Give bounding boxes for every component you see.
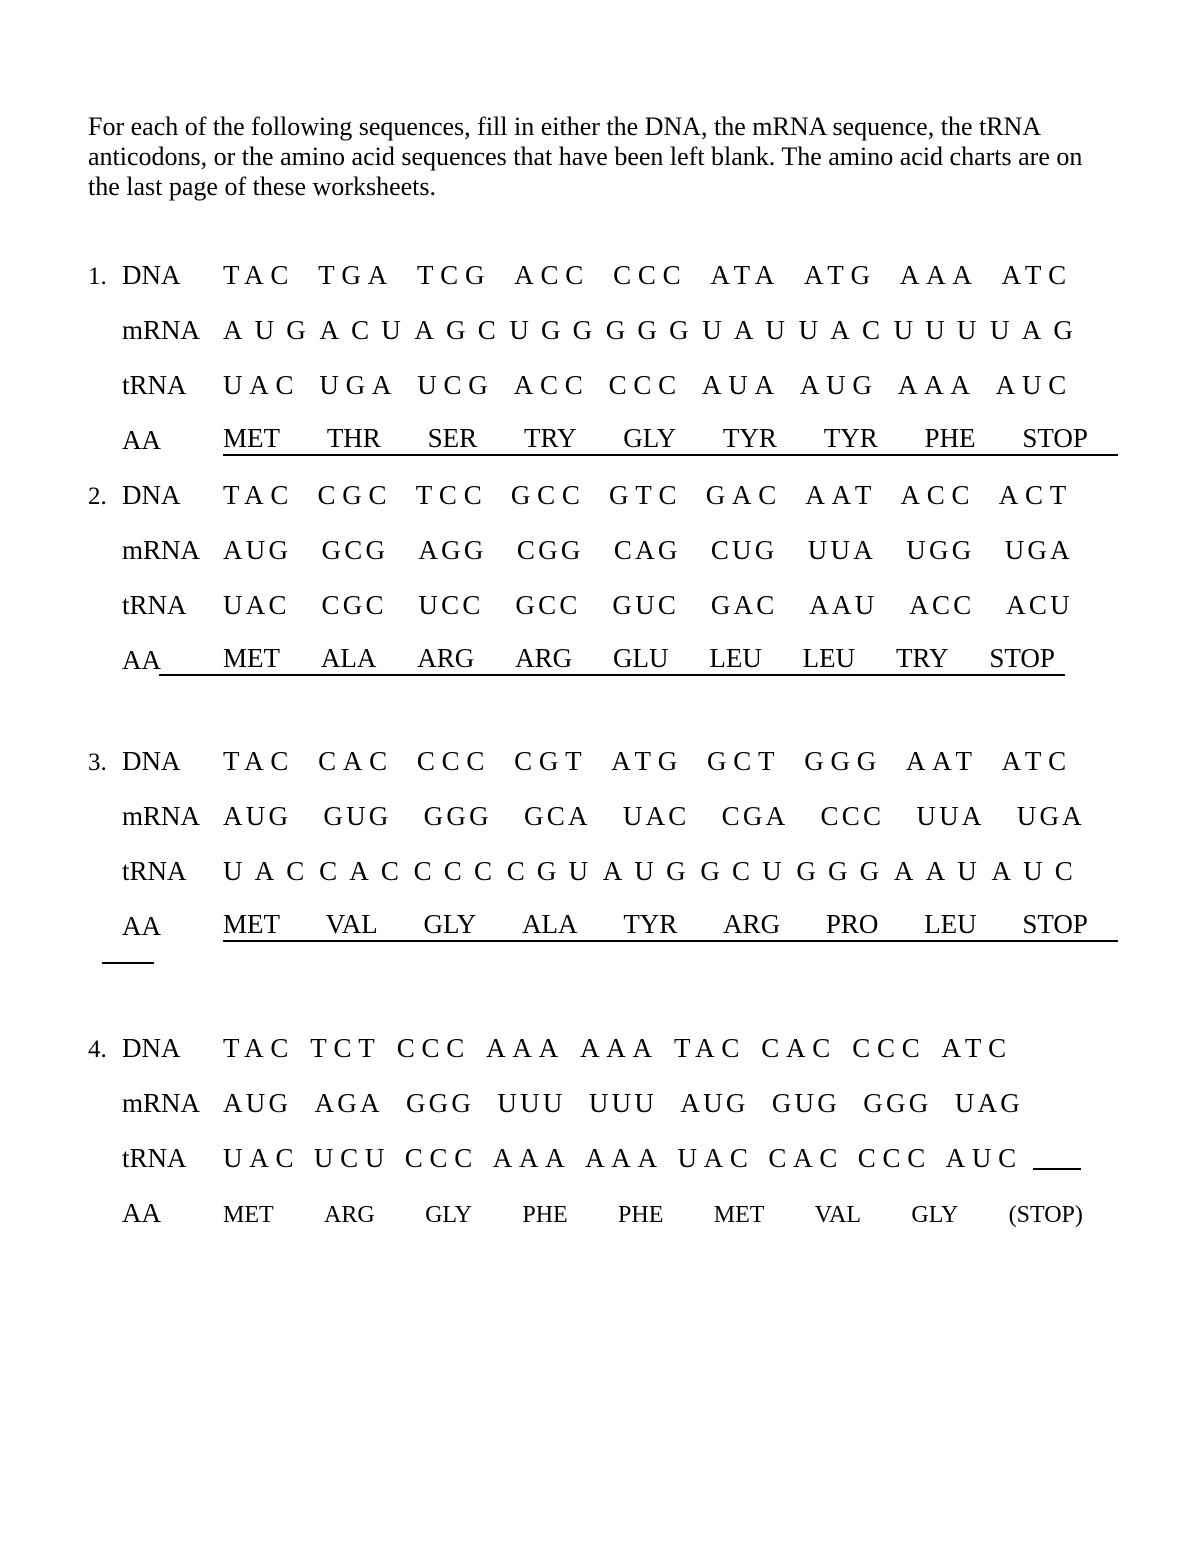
codon: GCG <box>321 535 389 565</box>
codon: GCT <box>707 746 782 776</box>
q2-aa-row <box>88 621 1120 676</box>
codon: UAC <box>677 1143 755 1173</box>
amino-acid: TRY <box>896 643 949 673</box>
amino-acid: GLY <box>623 423 677 453</box>
row-label-mrna: mRNA <box>122 535 201 565</box>
amino-acid: THR <box>326 423 381 453</box>
codon: AUG <box>223 315 318 345</box>
codon: GGG <box>423 801 492 831</box>
codon: AAA <box>899 260 979 290</box>
q2-trna-row <box>88 566 1120 621</box>
codon: CAC <box>318 746 394 776</box>
intro-text: For each of the following sequences, fill in either the DNA, the mRNA sequence, the tRNA anticodons, or the amino acid sequences that have been left blank. The amino acid charts are on the last page of these worksheets. <box>88 112 1083 201</box>
codon: GGG <box>605 315 701 345</box>
codon: TAC <box>223 746 296 776</box>
codon: AUG <box>799 370 879 400</box>
amino-acid: ARG <box>515 643 573 673</box>
codon: UCU <box>313 1143 392 1173</box>
amino-acid: PHE <box>924 423 976 453</box>
question-number: 2. <box>88 483 107 510</box>
codon: ATG <box>611 746 685 776</box>
codon: UGA <box>1016 801 1085 831</box>
amino-acid: VAL <box>325 909 378 939</box>
question-2 <box>88 456 1120 676</box>
amino-acid: LEU <box>924 909 977 939</box>
codon: GGG <box>863 1088 932 1118</box>
codon: ATC <box>1001 746 1073 776</box>
codon: CGT <box>514 746 589 776</box>
codon: UUU <box>497 1088 566 1118</box>
row-label-dna: DNA <box>122 1033 181 1063</box>
question-3 <box>88 722 1120 964</box>
q3-aa-sequence <box>223 909 1118 942</box>
codon: AUG <box>223 1088 292 1118</box>
codon: ACU <box>319 315 413 345</box>
codon: CGG <box>516 535 584 565</box>
codon: CCC <box>396 1033 471 1063</box>
codon: UCC <box>418 590 484 620</box>
codon: AGG <box>418 535 487 565</box>
codon: ATA <box>710 260 781 290</box>
amino-acid: ALA <box>522 909 578 939</box>
codon: GTC <box>609 480 684 510</box>
codon: GCC <box>510 480 587 510</box>
amino-acid: SER <box>427 423 478 453</box>
q1-aa-row <box>88 401 1120 456</box>
codon: CCC <box>413 856 505 886</box>
amino-acid: ARG <box>324 1202 375 1228</box>
codon: UGG <box>906 535 975 565</box>
row-label-trna: tRNA <box>122 370 187 400</box>
codon: CAG <box>613 535 681 565</box>
row-label-dna: DNA <box>122 260 181 290</box>
row-label-mrna: mRNA <box>122 801 201 831</box>
row-label-aa: AA <box>122 911 161 941</box>
codon: AAT <box>905 746 979 776</box>
row-label-aa: AA <box>122 645 161 675</box>
amino-acid: GLY <box>425 1202 472 1228</box>
amino-acid: (STOP) <box>1008 1202 1083 1228</box>
codon: ACT <box>998 480 1073 510</box>
codon: AAT <box>805 480 879 510</box>
amino-acid: STOP <box>1022 909 1088 939</box>
q4-trna-row <box>88 1119 1120 1174</box>
amino-acid: MET <box>223 423 280 453</box>
amino-acid: STOP <box>989 643 1055 673</box>
row-label-trna: tRNA <box>122 856 187 886</box>
codon: AAU <box>809 590 878 620</box>
q1-mrna-sequence <box>223 315 1085 346</box>
q4-mrna-sequence <box>223 1088 1023 1119</box>
codon: ATC <box>941 1033 1013 1063</box>
codon: UUA <box>916 801 985 831</box>
q1-aa-sequence <box>223 423 1118 456</box>
q4-aa-sequence <box>223 1202 1083 1229</box>
amino-acid: MET <box>223 1202 274 1228</box>
codon: UAC <box>223 856 317 886</box>
amino-acid: TYR <box>722 423 777 453</box>
q2-mrna-sequence <box>223 535 1073 566</box>
blank-line <box>1033 1167 1081 1170</box>
codon: UAC <box>223 590 290 620</box>
codon: ACU <box>1006 590 1073 620</box>
codon: AUC <box>991 856 1085 886</box>
codon: CCC <box>852 1033 927 1063</box>
question-number: 1. <box>88 263 107 290</box>
amino-acid: GLY <box>911 1202 959 1228</box>
q4-dna-sequence <box>223 1033 1013 1064</box>
codon: AAA <box>585 1143 664 1173</box>
codon: GAC <box>705 480 783 510</box>
codon: GCC <box>515 590 581 620</box>
codon: UAU <box>702 315 798 345</box>
codon: UAG <box>990 315 1085 345</box>
q3-trna-row <box>88 832 1120 887</box>
q4-dna-row <box>88 1009 1120 1064</box>
q2-mrna-row <box>88 511 1120 566</box>
row-label-dna: DNA <box>122 746 181 776</box>
amino-acid: ARG <box>723 909 781 939</box>
codon: AAA <box>580 1033 659 1063</box>
question-4 <box>88 1009 1120 1229</box>
q2-trna-sequence <box>223 590 1073 621</box>
codon: GCU <box>700 856 794 886</box>
codon: AUG <box>602 856 698 886</box>
q2-dna-sequence <box>223 480 1073 511</box>
codon: TCC <box>415 480 489 510</box>
codon: AGC <box>414 315 508 345</box>
question-number: 3. <box>88 749 107 776</box>
amino-acid: STOP <box>1022 423 1088 453</box>
codon: GUG <box>323 801 392 831</box>
codon: TCG <box>416 260 492 290</box>
codon: TGA <box>318 260 394 290</box>
codon: ACC <box>909 590 975 620</box>
blank-line <box>102 961 154 964</box>
row-label-aa: AA <box>122 1198 161 1228</box>
codon: CCC <box>857 1143 933 1173</box>
codon: CUG <box>710 535 778 565</box>
codon: UGA <box>319 370 399 400</box>
codon: CAC <box>768 1143 845 1173</box>
amino-acid: TYR <box>623 909 678 939</box>
codon: UAC <box>223 370 301 400</box>
q1-mrna-row <box>88 291 1120 346</box>
amino-acid: LEU <box>802 643 856 673</box>
codon: CCC <box>404 1143 480 1173</box>
codon: CGA <box>721 801 789 831</box>
codon: UUA <box>807 535 876 565</box>
q4-aa-row <box>88 1174 1120 1229</box>
q2-dna-row <box>88 456 1120 511</box>
q3-aa-continuation-row <box>88 942 1120 964</box>
codon: CCC <box>416 746 492 776</box>
amino-acid: LEU <box>709 643 762 673</box>
codon: UGG <box>509 315 605 345</box>
codon: AUC <box>995 370 1073 400</box>
codon: GCA <box>523 801 591 831</box>
amino-acid: GLY <box>423 909 477 939</box>
codon: GGG <box>804 746 883 776</box>
q3-trna-sequence <box>223 856 1085 887</box>
codon: UGA <box>1004 535 1073 565</box>
question-1 <box>88 236 1120 456</box>
codon: TAC <box>223 480 296 510</box>
amino-acid: ALA <box>320 643 377 673</box>
codon: UUU <box>588 1088 658 1118</box>
q4-trna-sequence <box>223 1143 1023 1174</box>
row-label-aa: AA <box>122 425 161 455</box>
codon: AUC <box>945 1143 1023 1173</box>
codon: UAG <box>954 1088 1023 1118</box>
codon: CAC <box>319 856 412 886</box>
codon: UCG <box>417 370 495 400</box>
codon: UUU <box>893 315 989 345</box>
codon: TCT <box>310 1033 382 1063</box>
codon: AAA <box>486 1033 565 1063</box>
amino-acid: PRO <box>825 909 879 939</box>
amino-acid: MET <box>713 1202 765 1228</box>
amino-acid: MET <box>223 643 280 673</box>
codon: AUA <box>702 370 781 400</box>
amino-acid: PHE <box>618 1202 664 1228</box>
codon: AUG <box>223 801 292 831</box>
codon: GGG <box>405 1088 475 1118</box>
codon: UAC <box>223 1143 301 1173</box>
amino-acid: TRY <box>523 423 577 453</box>
amino-acid: ARG <box>417 643 475 673</box>
codon: AAU <box>893 856 989 886</box>
q3-mrna-row <box>88 777 1120 832</box>
codon: UAC <box>622 801 690 831</box>
amino-acid: TYR <box>823 423 878 453</box>
q3-mrna-sequence <box>223 801 1085 832</box>
amino-acid: GLU <box>612 643 669 673</box>
codon: ATG <box>804 260 877 290</box>
codon: CGC <box>321 590 387 620</box>
q3-dna-sequence <box>223 746 1073 777</box>
codon: AUG <box>223 535 292 565</box>
amino-acid: MET <box>223 909 280 939</box>
q4-mrna-row <box>88 1064 1120 1119</box>
codon: GAC <box>710 590 778 620</box>
codon: GUG <box>771 1088 841 1118</box>
codon: ACC <box>513 370 590 400</box>
codon: AUG <box>680 1088 749 1118</box>
codon: CCC <box>608 370 683 400</box>
codon: CAC <box>761 1033 838 1063</box>
amino-acid: PHE <box>522 1202 568 1228</box>
codon: ACC <box>900 480 977 510</box>
codon: GGG <box>796 856 892 886</box>
codon: CGC <box>317 480 394 510</box>
codon: CGU <box>506 856 601 886</box>
q1-trna-row <box>88 346 1120 401</box>
q1-dna-sequence <box>223 260 1073 291</box>
q1-trna-sequence <box>223 370 1073 401</box>
q3-dna-row <box>88 722 1120 777</box>
codon: ATC <box>1001 260 1073 290</box>
codon: TAC <box>223 1033 296 1063</box>
codon: AAA <box>897 370 977 400</box>
codon: CCC <box>820 801 885 831</box>
codon: CCC <box>613 260 688 290</box>
codon: AAA <box>492 1143 572 1173</box>
q3-aa-row <box>88 887 1120 942</box>
codon: GUC <box>612 590 680 620</box>
row-label-trna: tRNA <box>122 590 187 620</box>
row-label-dna: DNA <box>122 480 181 510</box>
q1-dna-row <box>88 236 1120 291</box>
row-label-mrna: mRNA <box>122 315 201 345</box>
codon: UAC <box>798 315 893 345</box>
amino-acid: VAL <box>814 1202 862 1228</box>
codon: TAC <box>223 260 296 290</box>
row-label-trna: tRNA <box>122 1143 187 1173</box>
q2-aa-sequence <box>159 643 1065 676</box>
question-number: 4. <box>88 1036 107 1063</box>
codon: AGA <box>314 1088 383 1118</box>
row-label-mrna: mRNA <box>122 1088 201 1118</box>
codon: TAC <box>673 1033 747 1063</box>
codon: ACC <box>514 260 591 290</box>
